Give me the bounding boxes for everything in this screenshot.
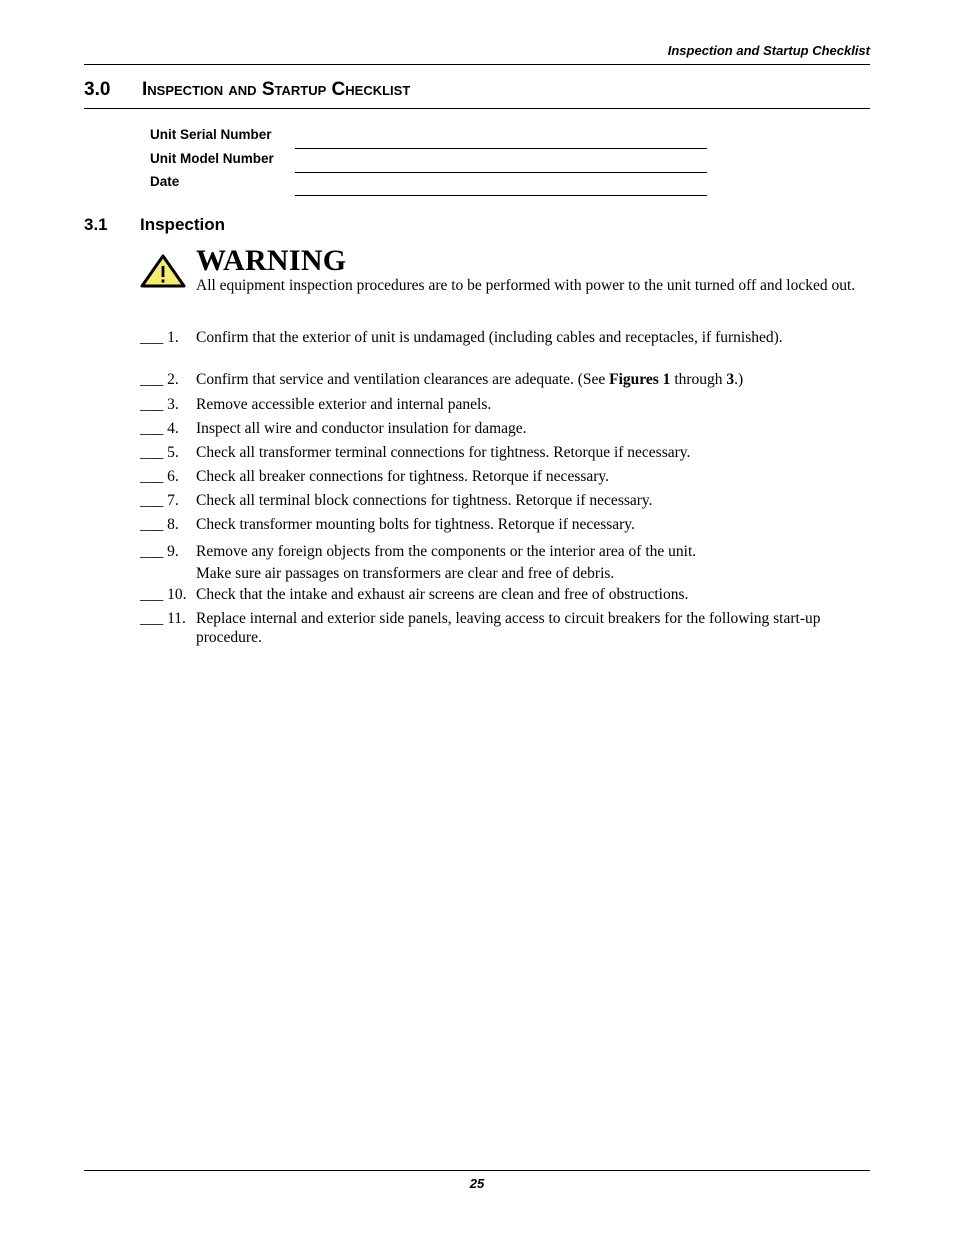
warning-text: All equipment inspection procedures are to be performed with power to the unit turned off and locked out. — [196, 277, 856, 294]
header-rule — [84, 64, 870, 65]
checklist-item-11 — [140, 610, 870, 647]
date-line[interactable] — [295, 195, 707, 196]
checkbox-blank[interactable]: ___ 4. — [140, 420, 179, 437]
checkbox-blank[interactable]: ___ 1. — [140, 329, 179, 346]
section-heading — [84, 79, 410, 101]
checkbox-blank[interactable]: ___ 8. — [140, 516, 179, 533]
unit-model-number-label: Unit Model Number — [150, 151, 274, 166]
checklist-item-text: Inspect all wire and conductor insulation for damage. — [196, 420, 527, 437]
subsection-number: 3.1 — [84, 215, 108, 234]
checklist-item-8 — [140, 516, 870, 535]
checklist-item-9 — [140, 541, 870, 584]
checklist-item-text: Remove any foreign objects from the components or the interior area of the unit. — [196, 543, 697, 560]
checklist-item-text: Check transformer mounting bolts for tightness. Retorque if necessary. — [196, 516, 635, 533]
checklist-item-text: Confirm that the exterior of unit is undamaged (including cables and receptacles, if furnished). — [196, 329, 783, 346]
checklist-item-10 — [140, 586, 870, 605]
checklist-item-text: Check that the intake and exhaust air screens are clean and free of obstructions. — [196, 586, 689, 603]
checkbox-blank[interactable]: ___ 2. — [140, 371, 179, 388]
checkbox-blank[interactable]: ___ 5. — [140, 444, 179, 461]
checkbox-blank[interactable]: ___ 7. — [140, 492, 179, 509]
checklist-item-text-line2: Make sure air passages on transformers are clear and free of debris. — [196, 564, 615, 582]
subsection-title: Inspection — [140, 215, 226, 234]
checklist-item-text: Remove accessible exterior and internal panels. — [196, 396, 492, 413]
section-rule — [84, 108, 870, 109]
checklist-item-text: Confirm that service and ventilation clearances are adequate. (See Figures 1 through 3.) — [196, 371, 744, 388]
checkbox-blank[interactable]: ___ 10. — [140, 586, 187, 603]
unit-serial-number-line[interactable] — [295, 148, 707, 149]
checklist-item-3 — [140, 396, 870, 415]
warning-title: WARNING — [196, 244, 347, 277]
footer-rule — [84, 1170, 870, 1171]
checkbox-blank[interactable]: ___ 11. — [140, 610, 186, 627]
checklist-item-4 — [140, 420, 870, 439]
checklist-item-6 — [140, 468, 870, 487]
section-number: 3.0 — [84, 79, 111, 100]
unit-model-number-line[interactable] — [295, 172, 707, 173]
subsection-heading — [84, 215, 225, 235]
figure-reference: Figures 1 — [609, 371, 671, 388]
checklist-item-2 — [140, 371, 870, 390]
checkbox-blank[interactable]: ___ 6. — [140, 468, 179, 485]
checklist-item-text: Check all terminal block connections for tightness. Retorque if necessary. — [196, 492, 653, 509]
checklist-item-5 — [140, 444, 870, 463]
checklist-item-text: Check all breaker connections for tightness. Retorque if necessary. — [196, 468, 610, 485]
checklist-item-7 — [140, 492, 870, 511]
date-label: Date — [150, 174, 180, 189]
figure-reference: 3 — [726, 371, 735, 388]
checkbox-blank[interactable]: ___ 9. — [140, 543, 179, 560]
checklist-item-1 — [140, 329, 870, 348]
unit-serial-number-label: Unit Serial Number — [150, 127, 272, 142]
checklist-item-text: Replace internal and exterior side panels, leaving access to circuit breakers for the following start-up procedure. — [196, 610, 821, 646]
running-header: Inspection and Startup Checklist — [667, 43, 870, 58]
checklist-item-text: Check all transformer terminal connections for tightness. Retorque if necessary. — [196, 444, 691, 461]
page-number: 25 — [469, 1176, 485, 1191]
section-title: Inspection and Startup Checklist — [142, 79, 411, 100]
checkbox-blank[interactable]: ___ 3. — [140, 396, 179, 413]
warning-triangle-icon — [140, 254, 186, 288]
